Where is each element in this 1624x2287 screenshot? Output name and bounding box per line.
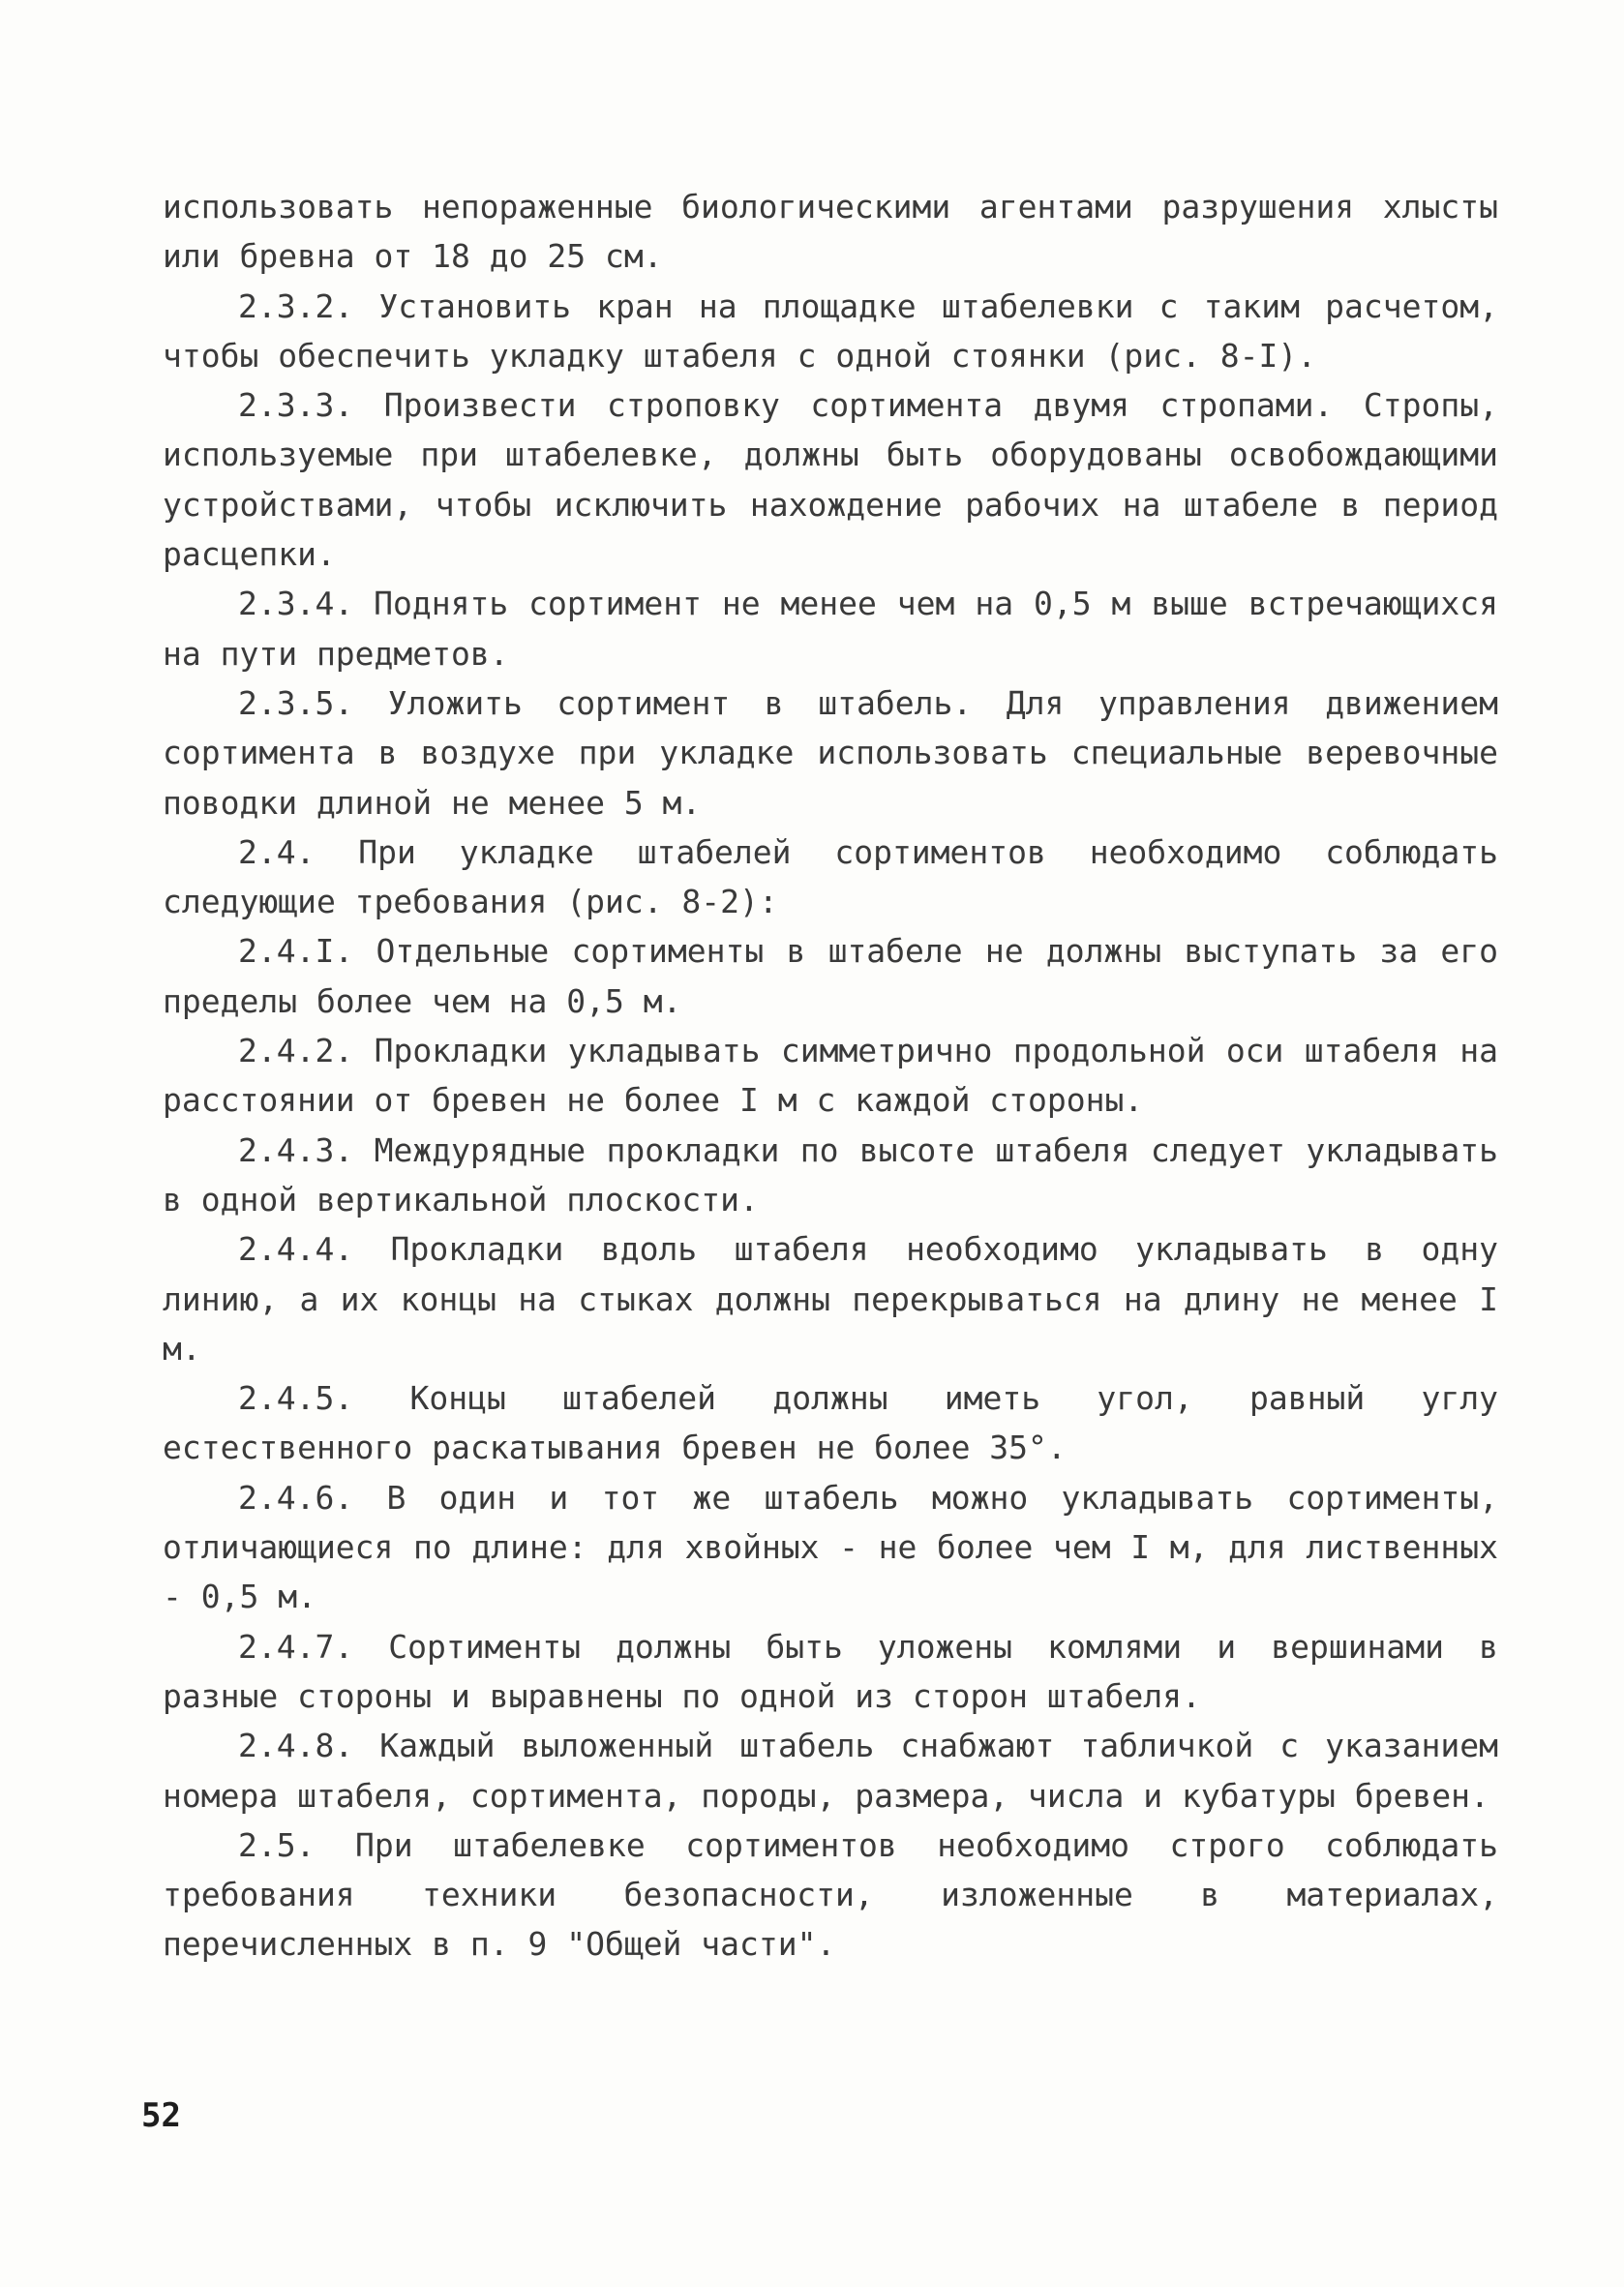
paragraph-2-4-6: 2.4.6. В один и тот же штабель можно укладывать сортименты, отличающиеся по длине: для хвойных - не более чем I м, для лиственных - 0,5 м.	[163, 1478, 1498, 1616]
paragraph-2-4-8: 2.4.8. Каждый выложенный штабель снабжают табличкой с указанием номера штабеля, сортимента, породы, размера, числа и кубатуры бревен.	[163, 1727, 1498, 1815]
page-number: 52	[141, 2096, 181, 2135]
paragraph-2-4-5: 2.4.5. Концы штабелей должны иметь угол, равный углу естественного раскатывания бревен не более 35°.	[163, 1379, 1498, 1467]
body-text	[163, 182, 1498, 1970]
paragraph-2-3-4: 2.3.4. Поднять сортимент не менее чем на 0,5 м выше встречающихся на пути предметов.	[163, 585, 1498, 673]
paragraph-2-4-2: 2.4.2. Прокладки укладывать симметрично продольной оси штабеля на расстоянии от бревен не более I м с каждой стороны.	[163, 1032, 1498, 1120]
paragraph-2-4-4: 2.4.4. Прокладки вдоль штабеля необходимо укладывать в одну линию, а их концы на стыках должны перекрываться на длину не менее I м.	[163, 1230, 1498, 1368]
paragraph-2-3-3: 2.3.3. Произвести строповку сортимента двумя стропами. Стропы, используемые при штабелевке, должны быть оборудованы освобождающими устройствами, чтобы исключить нахождение рабочих на штабеле в период расцепки.	[163, 386, 1498, 574]
paragraph-2-3-5: 2.3.5. Уложить сортимент в штабель. Для управления движением сортимента в воздухе при укладке использовать специальные веревочные поводки длиной не менее 5 м.	[163, 683, 1498, 822]
paragraph-2-4-3: 2.4.3. Междурядные прокладки по высоте штабеля следует укладывать в одной вертикальной плоскости.	[163, 1130, 1498, 1219]
paragraph-2-4-7: 2.4.7. Сортименты должны быть уложены комлями и вершинами в разные стороны и выравнены по одной из сторон штабеля.	[163, 1627, 1498, 1715]
paragraph-2-5: 2.5. При штабелевке сортиментов необходимо строго соблюдать требования техники безопасности, изложенные в материалах, перечисленных в п. 9 "Общей части".	[163, 1825, 1498, 1964]
paragraph-2-3-2: 2.3.2. Установить кран на площадке штабелевки с таким расчетом, чтобы обеспечить укладку штабеля с одной стоянки (рис. 8-I).	[163, 286, 1498, 375]
paragraph-continuation: использовать непораженные биологическими агентами разрушения хлысты или бревна от 18 до 25 см.	[163, 188, 1498, 276]
paragraph-2-4: 2.4. При укладке штабелей сортиментов необходимо соблюдать следующие требования (рис. 8-2):	[163, 832, 1498, 921]
paragraph-2-4-1: 2.4.I. Отдельные сортименты в штабеле не должны выступать за его пределы более чем на 0,5 м.	[163, 932, 1498, 1020]
